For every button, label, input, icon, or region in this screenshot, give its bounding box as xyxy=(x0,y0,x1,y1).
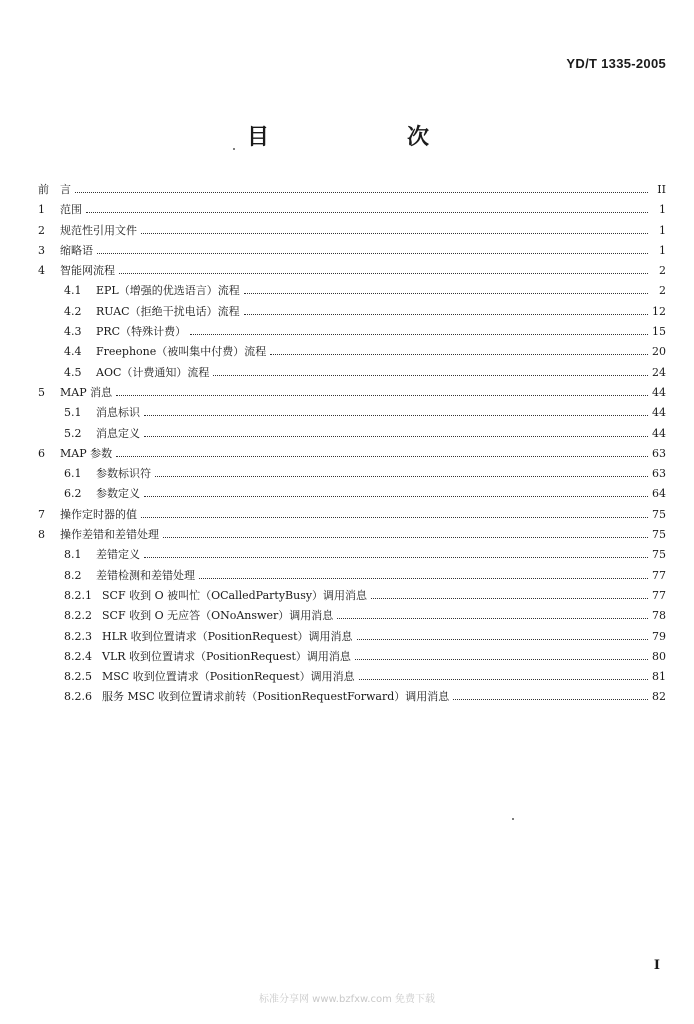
dot-leader xyxy=(144,557,648,558)
toc-entry-title: MAP 参数 xyxy=(60,446,113,460)
toc-entry-title: 言 xyxy=(60,183,71,196)
dot-leader xyxy=(163,537,648,538)
dot-leader xyxy=(359,679,648,680)
toc-entry-page: 15 xyxy=(652,325,666,339)
toc-entry[interactable] xyxy=(38,667,666,687)
toc-entry[interactable] xyxy=(38,403,666,423)
toc-entry-title: RUAC（拒绝干扰电话）流程 xyxy=(96,304,240,318)
watermark: 标准分享网 www.bzfxw.com 免费下载 xyxy=(259,994,435,1005)
toc-entry[interactable] xyxy=(38,505,666,525)
toc-entry-page: II xyxy=(657,183,666,196)
toc-entry[interactable] xyxy=(38,647,666,667)
toc-entry-number: 8.2.3 xyxy=(64,629,92,643)
toc-entry-title: MSC 收到位置请求（PositionRequest）调用消息 xyxy=(102,670,355,684)
toc-entry[interactable] xyxy=(38,525,666,545)
toc-entry-number: 1 xyxy=(38,203,45,217)
page-number: I xyxy=(653,958,660,973)
dot-leader xyxy=(337,618,648,619)
dot-leader xyxy=(244,314,648,315)
dot-leader xyxy=(144,496,648,497)
toc-entry-page: 82 xyxy=(652,690,666,704)
dot-leader xyxy=(144,436,648,437)
toc-entry[interactable] xyxy=(38,221,666,241)
toc-entry-title: 差错检测和差错处理 xyxy=(96,568,195,582)
toc-entry-title: 缩略语 xyxy=(60,243,93,257)
toc-entry-title: PRC（特殊计费） xyxy=(96,325,187,339)
toc-entry[interactable] xyxy=(38,383,666,403)
toc-entry[interactable] xyxy=(38,586,666,606)
toc-entry[interactable] xyxy=(38,342,666,362)
toc-entry-number: 8.1 xyxy=(64,548,82,562)
toc-entry-page: 78 xyxy=(652,609,666,623)
toc-entry[interactable] xyxy=(38,200,666,220)
toc-entry-page: 77 xyxy=(652,568,666,582)
toc-entry-title: SCF 收到 O 无应答（ONoAnswer）调用消息 xyxy=(102,609,334,623)
dot-leader xyxy=(141,233,648,234)
toc-entry-page: 1 xyxy=(659,203,666,217)
toc-entry-number: 8.2.5 xyxy=(64,670,92,684)
toc-entry-page: 77 xyxy=(652,588,666,602)
toc-entry-number: 6.1 xyxy=(64,467,82,481)
toc-entry-number: 8.2.2 xyxy=(64,609,92,623)
toc-entry-page: 1 xyxy=(659,223,666,237)
toc-entry-number: 5 xyxy=(38,385,45,399)
toc-entry-number: 4.4 xyxy=(64,345,82,359)
scan-speck xyxy=(233,148,235,150)
toc-entry-page: 2 xyxy=(659,284,666,298)
toc-entry-page: 81 xyxy=(652,670,666,684)
toc-entry-number: 8.2 xyxy=(64,568,82,582)
toc-entry-title: 操作差错和差错处理 xyxy=(60,528,159,542)
toc-entry[interactable] xyxy=(38,444,666,464)
dot-leader xyxy=(355,659,648,660)
dot-leader xyxy=(116,395,648,396)
dot-leader xyxy=(190,334,648,335)
toc-entry[interactable] xyxy=(38,424,666,444)
toc-entry-title: HLR 收到位置请求（PositionRequest）调用消息 xyxy=(102,629,353,643)
dot-leader xyxy=(119,273,648,274)
toc-entry-page: 79 xyxy=(652,629,666,643)
toc-entry-number: 8 xyxy=(38,528,45,542)
toc-entry[interactable] xyxy=(38,281,666,301)
toc-entry[interactable] xyxy=(38,606,666,626)
toc-entry-number: 4.5 xyxy=(64,365,82,379)
toc-entry-title: MAP 消息 xyxy=(60,385,113,399)
dot-leader xyxy=(270,354,648,355)
toc-entry[interactable] xyxy=(38,627,666,647)
toc-entry[interactable] xyxy=(38,180,666,200)
toc-entry[interactable] xyxy=(38,302,666,322)
dot-leader xyxy=(357,639,648,640)
toc-entry-page: 75 xyxy=(652,528,666,542)
toc-entry[interactable] xyxy=(38,241,666,261)
toc-entry[interactable] xyxy=(38,261,666,281)
dot-leader xyxy=(371,598,648,599)
toc-entry[interactable] xyxy=(38,464,666,484)
toc-entry[interactable] xyxy=(38,484,666,504)
toc-entry-title: VLR 收到位置请求（PositionRequest）调用消息 xyxy=(102,649,351,663)
toc-entry-title: 智能网流程 xyxy=(60,264,115,278)
toc-entry-title: 规范性引用文件 xyxy=(60,223,137,237)
toc-entry-number: 8.2.6 xyxy=(64,690,92,704)
toc-entry-number: 前 xyxy=(38,183,49,196)
dot-leader xyxy=(75,192,648,193)
toc-entry-page: 20 xyxy=(652,345,666,359)
toc-entry-page: 44 xyxy=(652,385,666,399)
toc-entry-page: 2 xyxy=(659,264,666,278)
scan-speck xyxy=(512,818,514,820)
toc-entry-page: 12 xyxy=(652,304,666,318)
toc-entry-page: 63 xyxy=(652,446,666,460)
toc-entry-title: 消息定义 xyxy=(96,426,140,440)
standard-code: YD/T 1335-2005 xyxy=(566,56,666,71)
toc-entry-title: Freephone（被叫集中付费）流程 xyxy=(96,345,267,359)
toc-entry-page: 24 xyxy=(652,365,666,379)
toc-entry-number: 4.1 xyxy=(64,284,82,298)
toc-entry-number: 3 xyxy=(38,243,45,257)
toc-entry-number: 4.2 xyxy=(64,304,82,318)
toc-entry-number: 5.1 xyxy=(64,406,82,420)
toc-entry-title: 消息标识 xyxy=(96,406,140,420)
dot-leader xyxy=(86,212,648,213)
toc-entry-title: 参数标识符 xyxy=(96,467,151,481)
toc-entry-number: 4.3 xyxy=(64,325,82,339)
dot-leader xyxy=(213,375,648,376)
toc-entry-page: 80 xyxy=(652,649,666,663)
dot-leader xyxy=(141,517,648,518)
toc-entry-number: 6.2 xyxy=(64,487,82,501)
toc-entry-title: SCF 收到 O 被叫忙（OCalledPartyBusy）调用消息 xyxy=(102,588,368,602)
toc-entry-title: 差错定义 xyxy=(96,548,140,562)
dot-leader xyxy=(244,293,648,294)
toc-entry[interactable] xyxy=(38,545,666,565)
toc-entry-number: 6 xyxy=(38,446,45,460)
dot-leader xyxy=(155,476,648,477)
toc-entry-page: 1 xyxy=(659,243,666,257)
toc-entry-page: 44 xyxy=(652,426,666,440)
toc-entry[interactable] xyxy=(38,322,666,342)
toc-entry-title: 范围 xyxy=(60,203,82,217)
toc-entry-number: 2 xyxy=(38,223,45,237)
toc-entry-page: 75 xyxy=(652,548,666,562)
table-of-contents xyxy=(38,180,666,708)
dot-leader xyxy=(199,578,648,579)
toc-entry[interactable] xyxy=(38,363,666,383)
toc-entry-number: 5.2 xyxy=(64,426,82,440)
dot-leader xyxy=(144,415,648,416)
toc-entry-title: AOC（计费通知）流程 xyxy=(96,365,210,379)
toc-entry-number: 8.2.4 xyxy=(64,649,92,663)
toc-entry-number: 8.2.1 xyxy=(64,588,92,602)
toc-entry[interactable] xyxy=(38,687,666,707)
toc-entry-title: 参数定义 xyxy=(96,487,140,501)
toc-entry-number: 4 xyxy=(38,264,45,278)
dot-leader xyxy=(97,253,648,254)
toc-entry-title: EPL（增强的优选语言）流程 xyxy=(96,284,240,298)
toc-entry-title: 操作定时器的值 xyxy=(60,507,137,521)
toc-entry-page: 63 xyxy=(652,467,666,481)
toc-entry-page: 64 xyxy=(652,487,666,501)
toc-entry[interactable] xyxy=(38,566,666,586)
toc-entry-title: 服务 MSC 收到位置请求前转（PositionRequestForward）调用消息 xyxy=(102,690,450,704)
page-title: 目 次 xyxy=(246,125,487,150)
dot-leader xyxy=(453,699,648,700)
toc-entry-number: 7 xyxy=(38,507,45,521)
toc-entry-page: 44 xyxy=(652,406,666,420)
toc-entry-page: 75 xyxy=(652,507,666,521)
dot-leader xyxy=(116,456,648,457)
